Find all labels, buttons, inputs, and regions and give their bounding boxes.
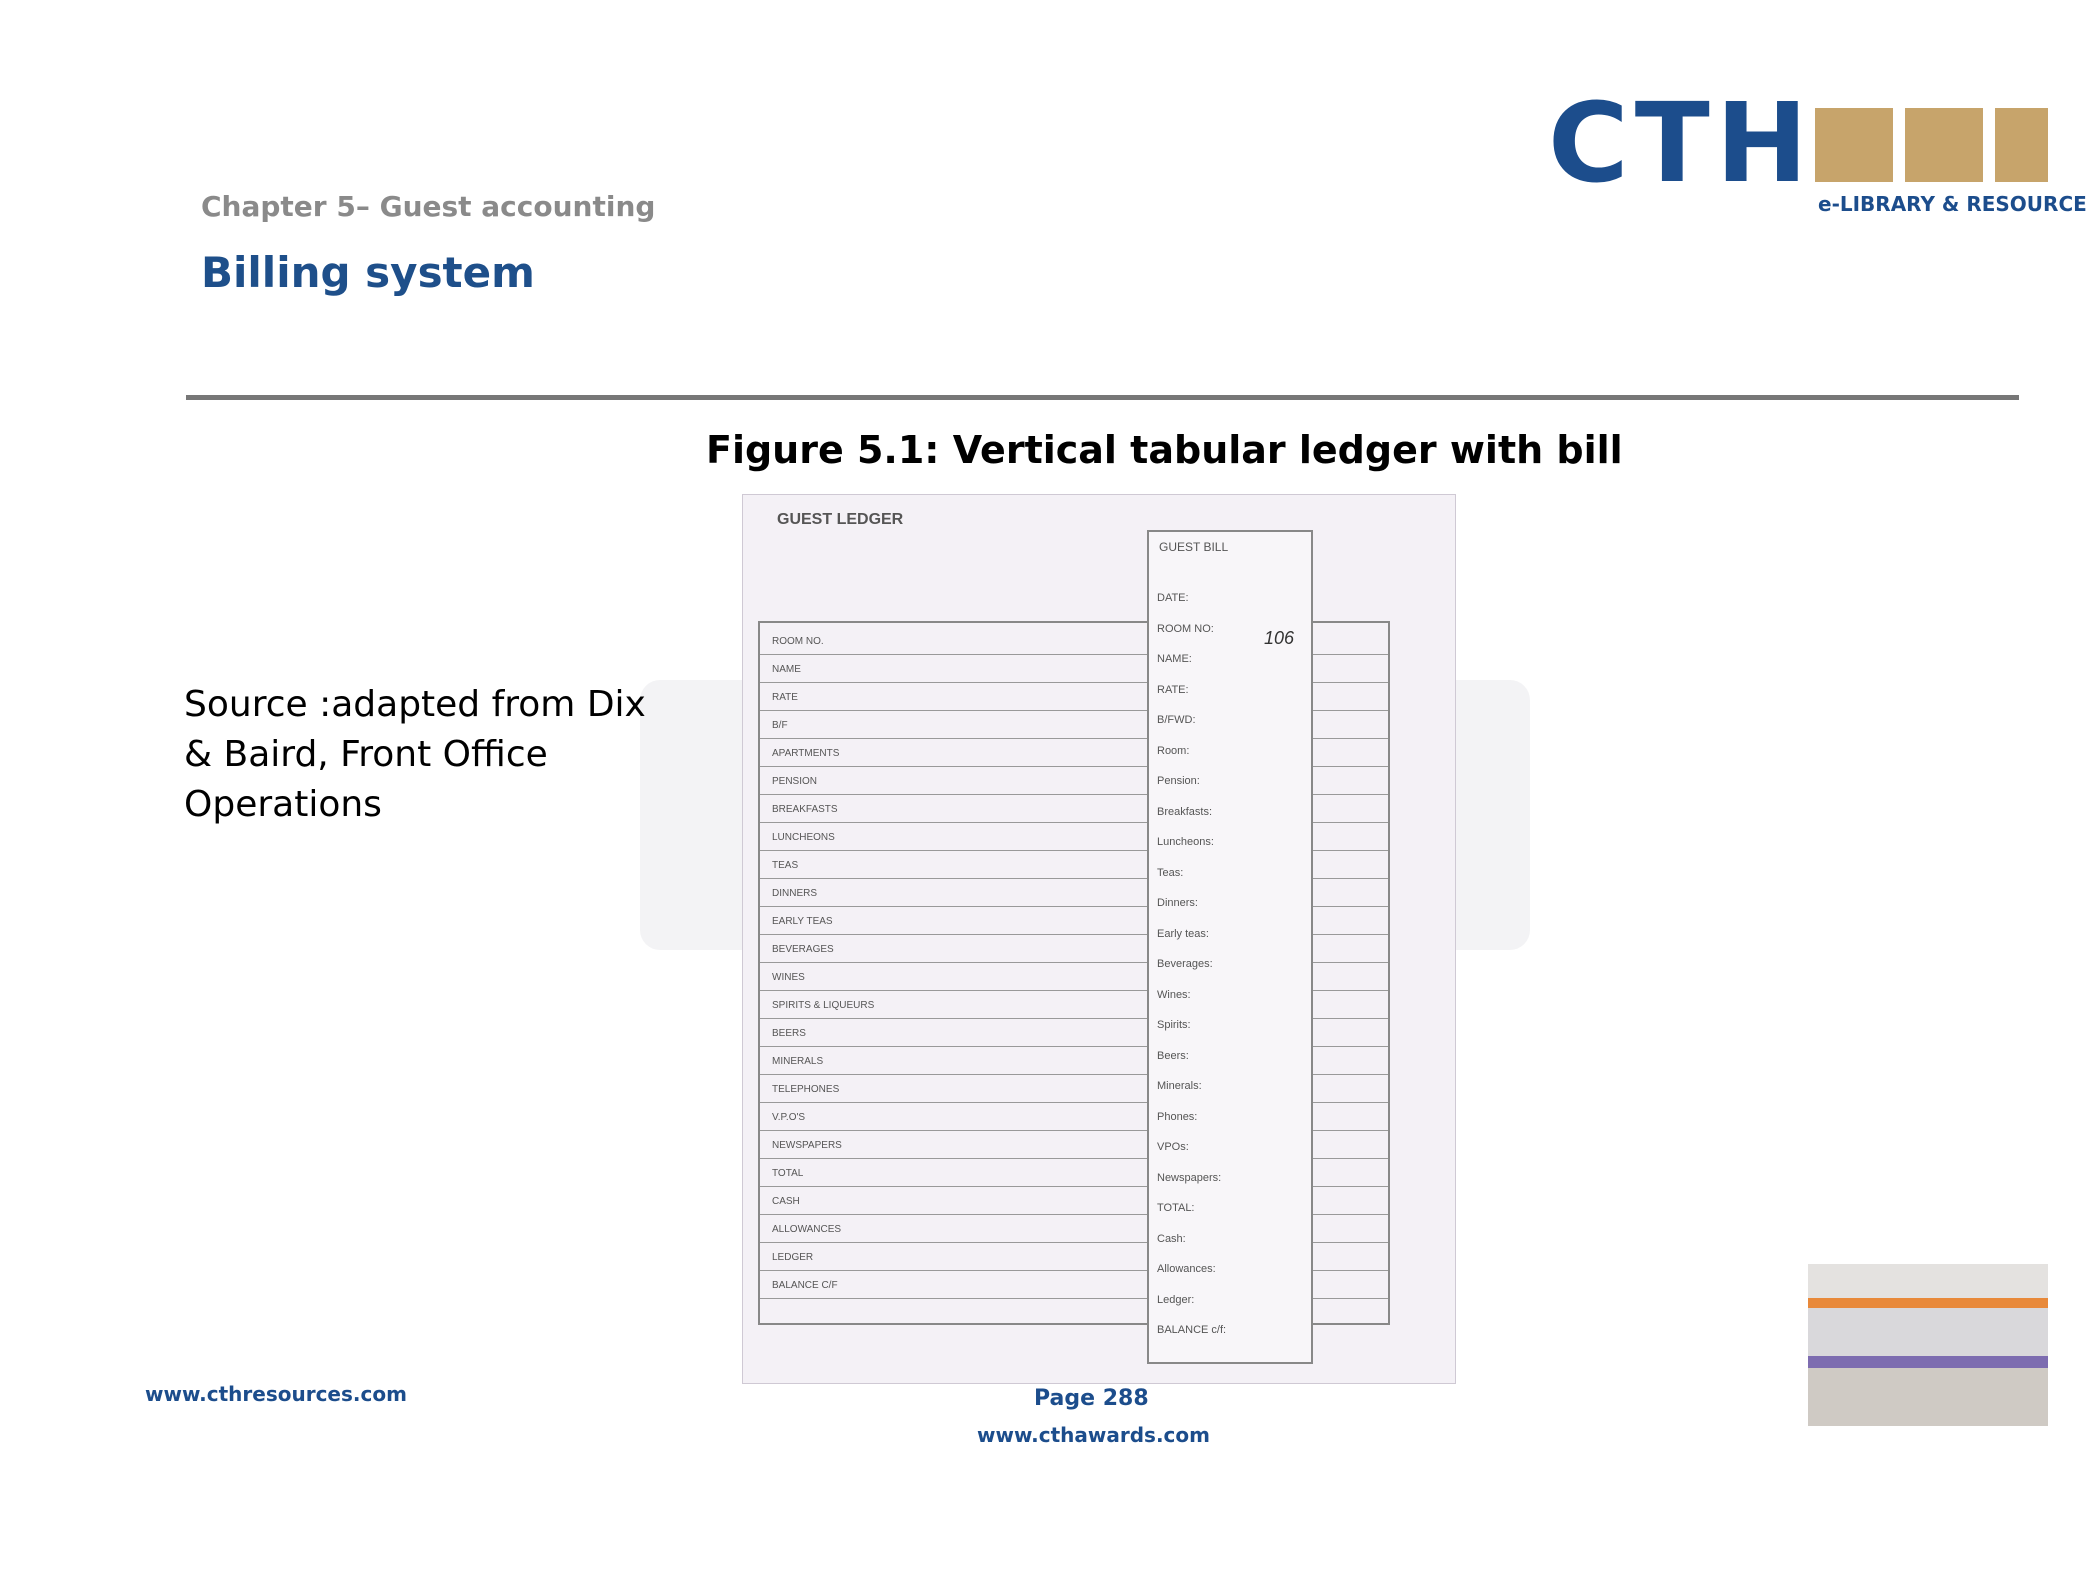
guest-ledger-image [742, 494, 1456, 1384]
figure-title: Figure 5.1: Vertical tabular ledger with bill [706, 428, 1623, 472]
ledger-row-label: BREAKFASTS [772, 804, 838, 815]
ledger-row-label: RATE [772, 692, 798, 703]
ledger-row-label: CASH [772, 1196, 800, 1207]
bill-line: Early teas: [1157, 927, 1209, 940]
header-divider [186, 395, 2019, 400]
bill-line: Minerals: [1157, 1080, 1202, 1092]
bill-line: Teas: [1157, 866, 1184, 879]
ledger-row-label: V.P.O'S [772, 1112, 806, 1123]
chapter-heading: Chapter 5– Guest accounting [201, 190, 656, 223]
bill-line: ROOM NO: [1157, 622, 1214, 635]
bill-line: Breakfasts: [1157, 805, 1213, 818]
bill-line: NAME: [1157, 653, 1192, 665]
fork-icon [1995, 108, 2048, 182]
bill-line: Luncheons: [1157, 836, 1214, 848]
page-number: Page 288 [1034, 1386, 1149, 1411]
building-icon [1905, 108, 1983, 182]
logo-subtitle: e-LIBRARY & RESOURCE [1818, 192, 2087, 216]
bill-line: Phones: [1157, 1110, 1198, 1123]
ledger-row-label: LUNCHEONS [772, 832, 835, 843]
books-stack-image [1808, 1264, 2048, 1430]
ledger-row-label: MINERALS [772, 1056, 824, 1067]
bill-line: Cash: [1157, 1232, 1186, 1245]
ledger-row-label: BEERS [772, 1028, 806, 1039]
bill-line: Allowances: [1157, 1263, 1216, 1275]
ledger-row-label: LEDGER [772, 1252, 814, 1263]
bill-line: Ledger: [1157, 1293, 1195, 1306]
ledger-row-label: TELEPHONES [772, 1084, 840, 1095]
ledger-row-label: ROOM NO. [772, 636, 824, 647]
bill-line: Wines: [1157, 988, 1191, 1001]
bill-line: Beers: [1157, 1049, 1189, 1062]
bill-line: VPOs: [1157, 1141, 1189, 1153]
bill-line: Spirits: [1157, 1019, 1191, 1031]
bill-line: RATE: [1157, 683, 1189, 696]
ledger-row-label: PENSION [772, 776, 818, 787]
footer-resources-link[interactable]: www.cthresources.com [145, 1382, 407, 1406]
ledger-row-label: NEWSPAPERS [772, 1140, 842, 1151]
bill-title: GUEST BILL [1159, 540, 1229, 554]
bill-line: Pension: [1157, 775, 1200, 787]
footer-awards-link[interactable]: www.cthawards.com [977, 1423, 1210, 1447]
bill-line: TOTAL: [1157, 1202, 1195, 1214]
ledger-row-label: BEVERAGES [772, 944, 834, 955]
bill-line: DATE: [1157, 592, 1189, 604]
guest-bill [1147, 530, 1313, 1364]
ledger-row-label: ALLOWANCES [772, 1224, 842, 1235]
ledger-row-label: DINNERS [772, 888, 818, 899]
ledger-row-label: BALANCE C/F [772, 1280, 838, 1291]
bill-line: Newspapers: [1157, 1171, 1222, 1184]
ledger-row-label: EARLY TEAS [772, 916, 833, 927]
ledger-row-label: TOTAL [772, 1168, 804, 1179]
ledger-row-label: APARTMENTS [772, 748, 840, 759]
bill-line: Beverages: [1157, 958, 1213, 970]
bill-room-number: 106 [1264, 628, 1295, 648]
bill-line: B/FWD: [1157, 714, 1196, 726]
bill-line: Dinners: [1157, 897, 1198, 909]
ledger-row-label: WINES [772, 972, 805, 983]
ledger-row-label: SPIRITS & LIQUEURS [772, 1000, 875, 1011]
ledger-row-label: NAME [772, 664, 801, 675]
ledger-row-label: B/F [772, 720, 788, 731]
cth-logo-text: CTH [1548, 79, 1814, 207]
ledger-row-label: TEAS [772, 860, 799, 871]
bill-line: BALANCE c/f: [1157, 1324, 1227, 1336]
ledger-title: GUEST LEDGER [777, 511, 904, 528]
source-text: Source :adapted from Dix & Baird, Front Office Operations [184, 684, 646, 825]
bill-line: Room: [1157, 744, 1190, 757]
plane-icon [1815, 108, 1893, 182]
section-title: Billing system [201, 248, 535, 297]
